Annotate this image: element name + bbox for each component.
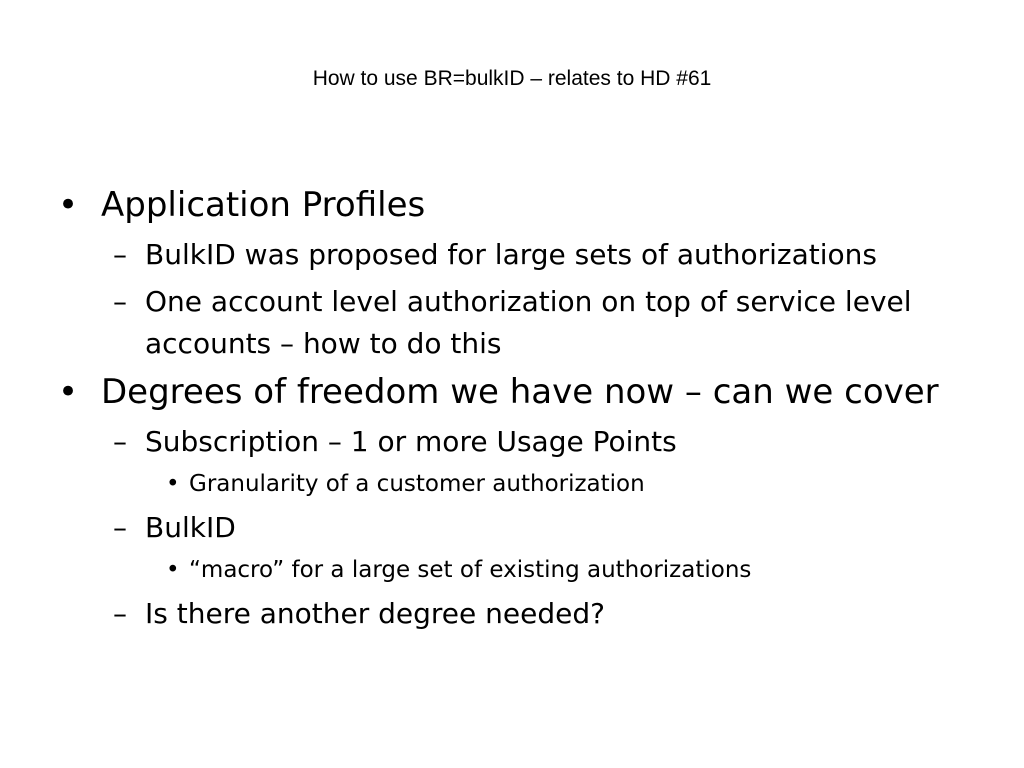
sub-bullet-text: BulkID — [145, 511, 236, 544]
bullet-item — [58, 182, 988, 229]
sub-sub-bullet-text: Granularity of a customer authorization — [189, 471, 645, 497]
sub-sub-bullet-text: “macro” for a large set of existing authorizations — [189, 557, 752, 583]
dash-marker: – — [113, 238, 127, 271]
dash-marker: – — [113, 511, 127, 544]
bullet-marker: • — [58, 372, 79, 412]
sub-bullet-item — [58, 507, 988, 549]
dash-marker: – — [113, 425, 127, 458]
dash-marker: – — [113, 285, 127, 318]
bullet-marker: • — [166, 557, 180, 583]
bullet-marker: • — [58, 185, 79, 225]
sub-bullet-text: Is there another degree needed? — [145, 597, 605, 630]
sub-bullet-item — [58, 234, 988, 276]
bullet-marker: • — [166, 471, 180, 497]
sub-bullet-text: BulkID was proposed for large sets of authorizations — [145, 238, 877, 271]
sub-bullet-text: One account level authorization on top of service level accounts – how to do this — [145, 285, 912, 360]
sub-bullet-text: Subscription – 1 or more Usage Points — [145, 425, 677, 458]
sub-bullet-item — [58, 281, 988, 365]
slide-title: How to use BR=bulkID – relates to HD #61 — [312, 67, 712, 90]
sub-sub-bullet-item — [58, 466, 988, 502]
bullet-item — [58, 369, 988, 416]
dash-marker: – — [113, 597, 127, 630]
bullet-text: Degrees of freedom we have now – can we cover — [101, 372, 939, 412]
sub-sub-bullet-item — [58, 552, 988, 588]
slide-body — [58, 182, 988, 635]
sub-bullet-item — [58, 421, 988, 463]
bullet-text: Application Profiles — [101, 185, 426, 225]
sub-bullet-item — [58, 593, 988, 635]
